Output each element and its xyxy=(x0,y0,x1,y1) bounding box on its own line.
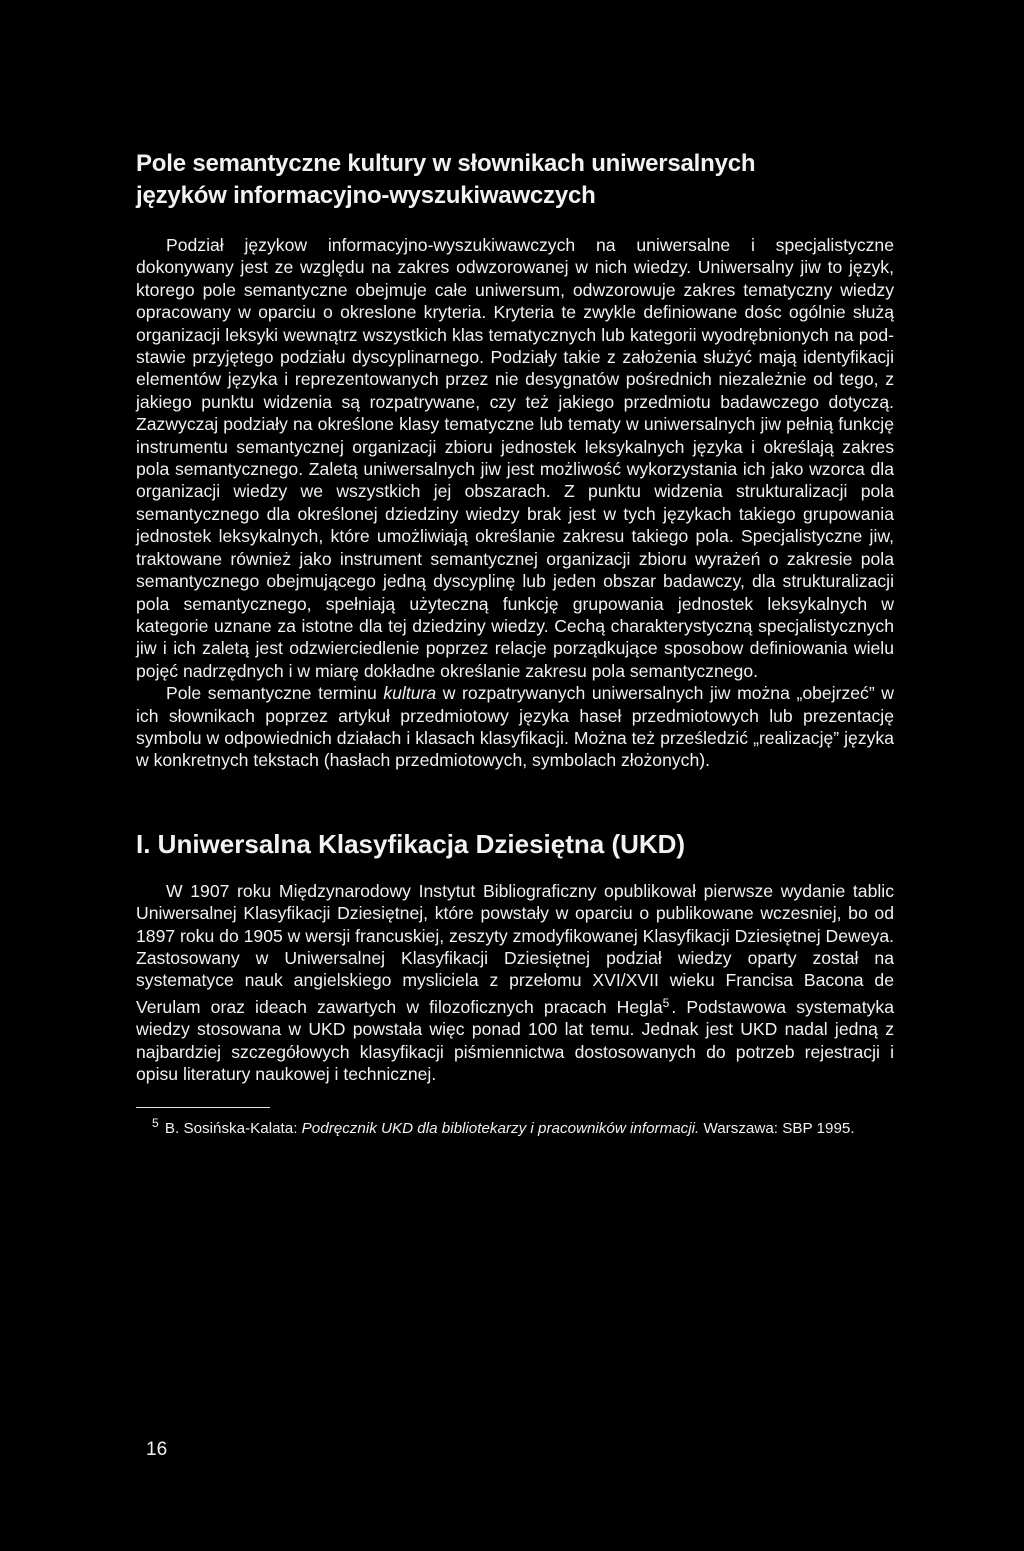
section-title xyxy=(136,148,894,212)
ukd-paragraph-part-2: . Podstawowa systematyka wiedzy stosowana w UKD powstała więc ponad 100 lat temu. Jednak jest UKD nadal jedną z najbardziej szczegółowych klasyfikacji piśmiennictwa dostosowanych do potrzeb rejestracji i opisu literatury naukowej i technicznej. xyxy=(136,996,894,1084)
page-number: 16 xyxy=(146,1439,168,1460)
footnote-divider xyxy=(136,1107,270,1108)
ukd-paragraph xyxy=(136,880,894,1086)
intro-paragraph: Podział językow informacyjno-wyszukiwawczych na uniwersalne i specjalistyczne dokonywany jest ze względu na zakres odwzorowanej w nich wiedzy. Uniwersalny jiw to język, ktorego pole semantyczne obejmuje całe uniwersum, odwzorowuje zakres tematyczny wiedzy opracowany w oparciu o okreslone kryteria. Kryteria te zwykle definiowane dośc ogólnie służą organizacji leksyki wewnątrz wszystkich klas tematycznych lub kategorii wyodrębnionych na podstawie przyjętego podziału dyscyplinarnego. Podziały takie z założenia służyć mają identyfikacji elementów języka i reprezentowanych przez nie desygnatów pośrednich niezależnie od tego, z jakiego punktu widzenia są rozpatrywane, czy też jakiego przedmiotu badawczego dotyczą. Zazwyczaj podziały na określone klasy tematyczne lub tematy w uniwersalnych jiw pełnią funkcję instrumentu semantycznej organizacji zbioru jednostek leksykalnych języka i określają zakres pola semantycznego. Zaletą uniwersalnych jiw jest możliwość wykorzystania ich jako wzorca dla organizacji wiedzy we wszystkich jej obszarach. Z punktu widzenia strukturalizacji pola semantycznego dla określonej dziedziny wiedzy brak jest w tych językach takiego grupowania jednostek leksykalnych, które umożliwiają określanie zakresu takiego pola. Specjalistyczne jiw, traktowane również jako instrument semantycznej organizacji zbioru wyrażeń o zakresie pola semantycznego obejmującego jedną dyscyplinę lub jeden obszar badawczy, dla strukturalizacji pola semantycznego, spełniają użyteczną funkcję grupowania jednostek leksykalnych w kategorie uznane za istotne dla tej dziedziny wiedzy. Cechą charakterystyczną specjalistycznych jiw i ich zaletą jest odzwierciedlenie poprzez relacje porządkujące sposobow definiowania wielu pojęć nadrzędnych i w miarę dokładne określanie zakresu pola semantycznego. xyxy=(136,235,894,681)
footnote-publisher: Warszawa: SBP 1995. xyxy=(699,1120,855,1138)
kultura-paragraph xyxy=(136,682,894,772)
kultura-paragraph-start: Pole semantyczne terminu xyxy=(166,683,384,704)
footnote-author: B. Sosińska-Kalata: xyxy=(160,1120,302,1138)
footnote-reference: 5 xyxy=(662,995,670,1010)
subsection-heading: I. Uniwersalna Klasyfikacja Dziesiętna (UKD) xyxy=(136,828,686,859)
footnote-title: Podręcznik UKD dla bibliotekarzy i pracowników informacji. xyxy=(301,1120,700,1138)
page-content xyxy=(136,148,894,1140)
footnote-number: 5 xyxy=(152,1116,159,1131)
section-title-line-2: języków informacyjno-wyszukiwawczych xyxy=(136,182,596,209)
kultura-term: kultura xyxy=(383,683,437,704)
kultura-paragraph-end: w rozpatrywanych uniwersalnych jiw można „obejrzeć” w ich słownikach poprzez artykuł przedmiotowy języka haseł przedmiotowych lub prezentację symbolu w odpowiednich działach i klasach klasyfikacji. Można też prześledzić „realizację” języka w konkretnych tekstach (hasłach przedmiotowych, symbolach złożonych). xyxy=(136,683,894,771)
footnote xyxy=(136,1112,894,1140)
section-title-line-1: Pole semantyczne kultury w słownikach uniwersalnych xyxy=(136,150,756,177)
ukd-paragraph-part-1: W 1907 roku Międzynarodowy Instytut Bibliograficzny opublikował pierwsze wydanie tablic Uniwersalnej Klasyfikacji Dziesiętnej, które powstały w oparciu o publikowane wczesniej, bo od 1897 roku do 1905 w wersji francuskiej, zeszyty zmodyfikowanej Klasyfikacji Dziesiętnej Deweya. Zastosowany w Uniwersalnej Klasyfikacji Dziesiętnej podział wiedzy oparty został na systematyce nauk angielskiego mysliciela z przełomu XVI/XVII wieku Francisa Bacona de Verulam oraz ideach zawartych w filozoficznych pracach Hegla xyxy=(136,880,894,1017)
